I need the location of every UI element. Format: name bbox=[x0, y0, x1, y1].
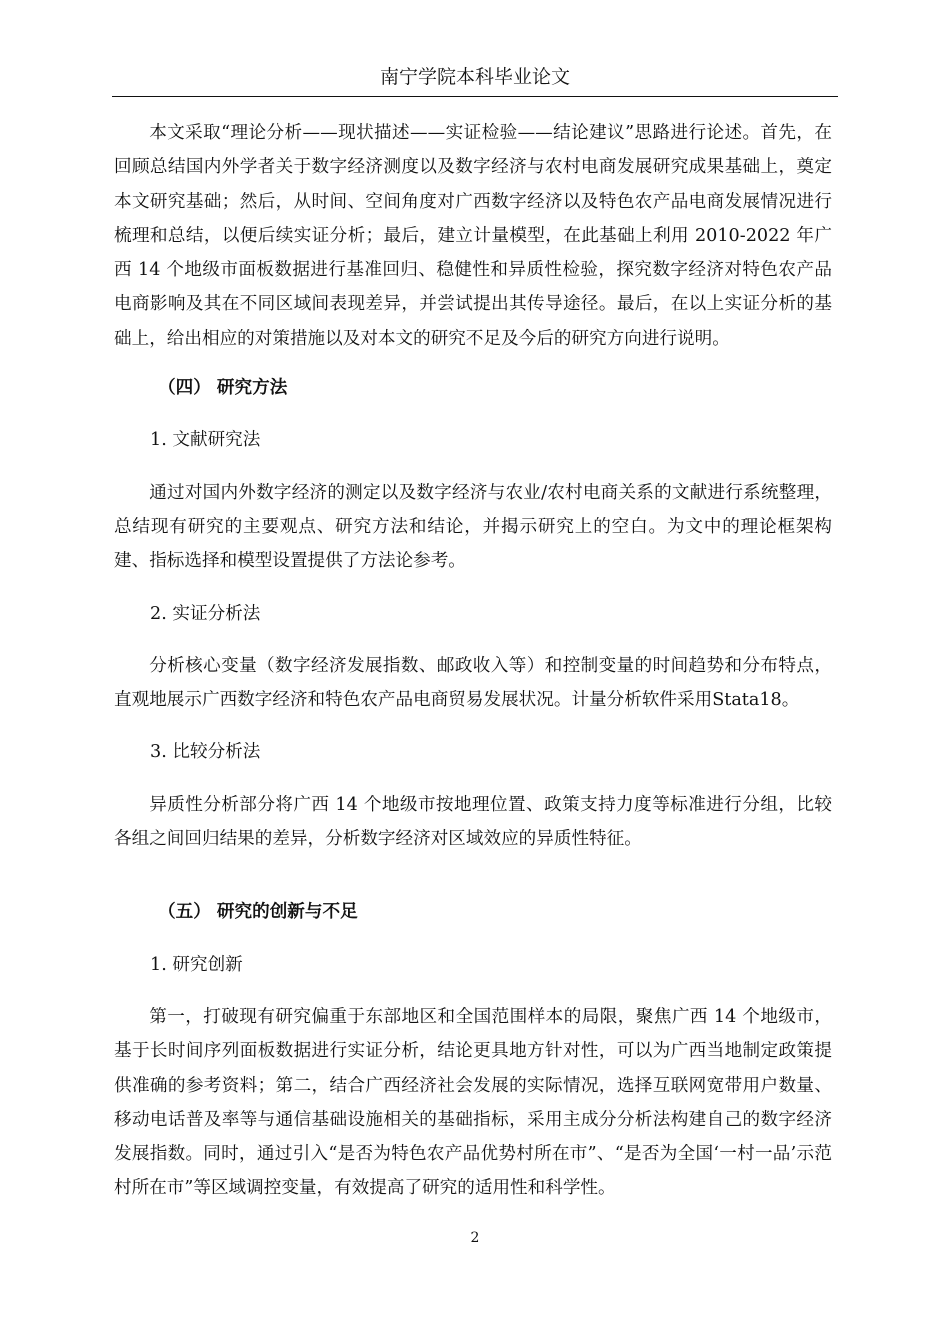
header-divider bbox=[112, 96, 838, 97]
section-heading-research-methods: （四） 研究方法 bbox=[158, 377, 288, 399]
paragraph-literature-method: 通过对国内外数字经济的测定以及数字经济与农业/农村电商关系的文献进行系统整理，总结现有研究的主要观点、研究方法和结论，并揭示研究上的空白。为文中的理论框架构建、指标选择和模型设置提供了方法论参考。 bbox=[114, 482, 832, 572]
page-body bbox=[114, 116, 832, 1206]
subheading-literature-method: 1. 文献研究法 bbox=[150, 430, 261, 451]
subheading-comparative-method: 3. 比较分析法 bbox=[150, 742, 261, 763]
subheading-empirical-method: 2. 实证分析法 bbox=[150, 603, 261, 624]
section-heading-innovation: （五） 研究的创新与不足 bbox=[158, 901, 358, 923]
page-number: 2 bbox=[470, 1230, 480, 1246]
paragraph-comparative-method: 异质性分析部分将广西 14 个地级市按地理位置、政策支持力度等标准进行分组，比较各组之间回归结果的差异，分析数字经济对区域效应的异质性特征。 bbox=[114, 794, 832, 850]
subheading-research-innovation: 1. 研究创新 bbox=[150, 954, 243, 975]
running-header: 南宁学院本科毕业论文 bbox=[379, 66, 570, 88]
paragraph-research-approach: 本文采取“理论分析——现状描述——实证检验——结论建议”思路进行论述。首先，在回顾总结国内外学者关于数字经济测度以及数字经济与农村电商发展研究成果基础上，奠定本文研究基础；然后，从时间、空间角度对广西数字经济以及特色农产品电商发展情况进行梳理和总结，以便后续实证分析；最后，建立计量模型，在此基础上利用 2010-2022 年广西 14 个地级市面板数据进行基准回归、稳健性和异质性检验，探究数字经济对特色农产品电商影响及其在不同区域间表现差异，并尝试提出其传导途径。最后，在以上实证分析的基础上，给出相应的对策措施以及对本文的研究不足及今后的研究方向进行说明。 bbox=[114, 123, 832, 349]
paragraph-empirical-method: 分析核心变量（数字经济发展指数、邮政收入等）和控制变量的时间趋势和分布特点，直观地展示广西数字经济和特色农产品电商贸易发展状况。计量分析软件采用Stata18。 bbox=[114, 655, 832, 711]
paragraph-research-innovation: 第一，打破现有研究偏重于东部地区和全国范围样本的局限，聚焦广西 14 个地级市，基于长时间序列面板数据进行实证分析，结论更具地方针对性，可以为广西当地制定政策提供准确的参考资料；第二，结合广西经济社会发展的实际情况，选择互联网宽带用户数量、移动电话普及率等与通信基础设施相关的基础指标，采用主成分分析法构建自己的数字经济发展指数。同时，通过引入“是否为特色农产品优势村所在市”、“是否为全国‘一村一品’示范村所在市”等区域调控变量，有效提高了研究的适用性和科学性。 bbox=[114, 1006, 832, 1199]
